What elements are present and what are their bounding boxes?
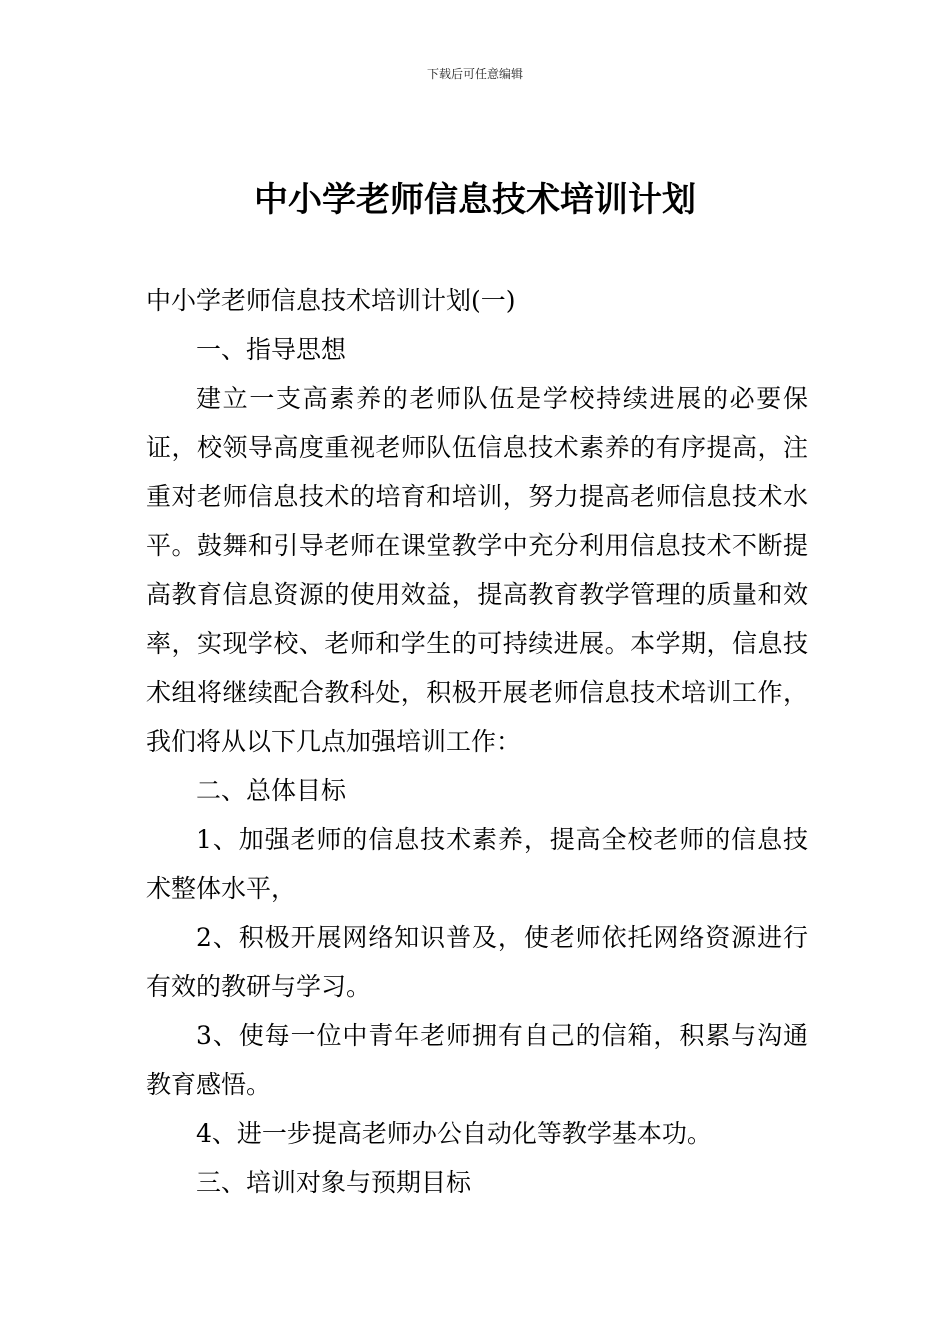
paragraph-guiding-ideology: 建立一支高素养的老师队伍是学校持续进展的必要保证，校领导高度重视老师队伍信息技术素养的有序提高，注重对老师信息技术的培育和培训，努力提高老师信息技术水平。鼓舞和引导老师在课堂教学中充分利用信息技术不断提高教育信息资源的使用效益，提高教育教学管理的质量和效率，实现学校、老师和学生的可持续进展。本学期，信息技术组将继续配合教科处，积极开展老师信息技术培训工作，我们将从以下几点加强培训工作： <box>146 384 808 756</box>
section-heading-guiding-ideology: 一、指导思想 <box>196 335 347 364</box>
header-note: 下载后可任意编辑 <box>426 67 523 81</box>
section-heading-overall-goals: 二、总体目标 <box>196 776 347 805</box>
goal-item: 3、使每一位中青年老师拥有自己的信箱，积累与沟通教育感悟。 <box>146 1021 808 1099</box>
goal-item: 2、积极开展网络知识普及，使老师依托网络资源进行有效的教研与学习。 <box>146 923 808 1001</box>
goal-item: 1、加强老师的信息技术素养，提高全校老师的信息技术整体水平， <box>146 825 808 903</box>
document-body <box>146 276 808 1207</box>
section-heading-training-targets: 三、培训对象与预期目标 <box>196 1168 472 1197</box>
document-subtitle: 中小学老师信息技术培训计划(一) <box>146 286 516 315</box>
document-title: 中小学老师信息技术培训计划 <box>254 180 696 220</box>
goal-item: 4、进一步提高老师办公自动化等教学基本功。 <box>196 1119 712 1148</box>
